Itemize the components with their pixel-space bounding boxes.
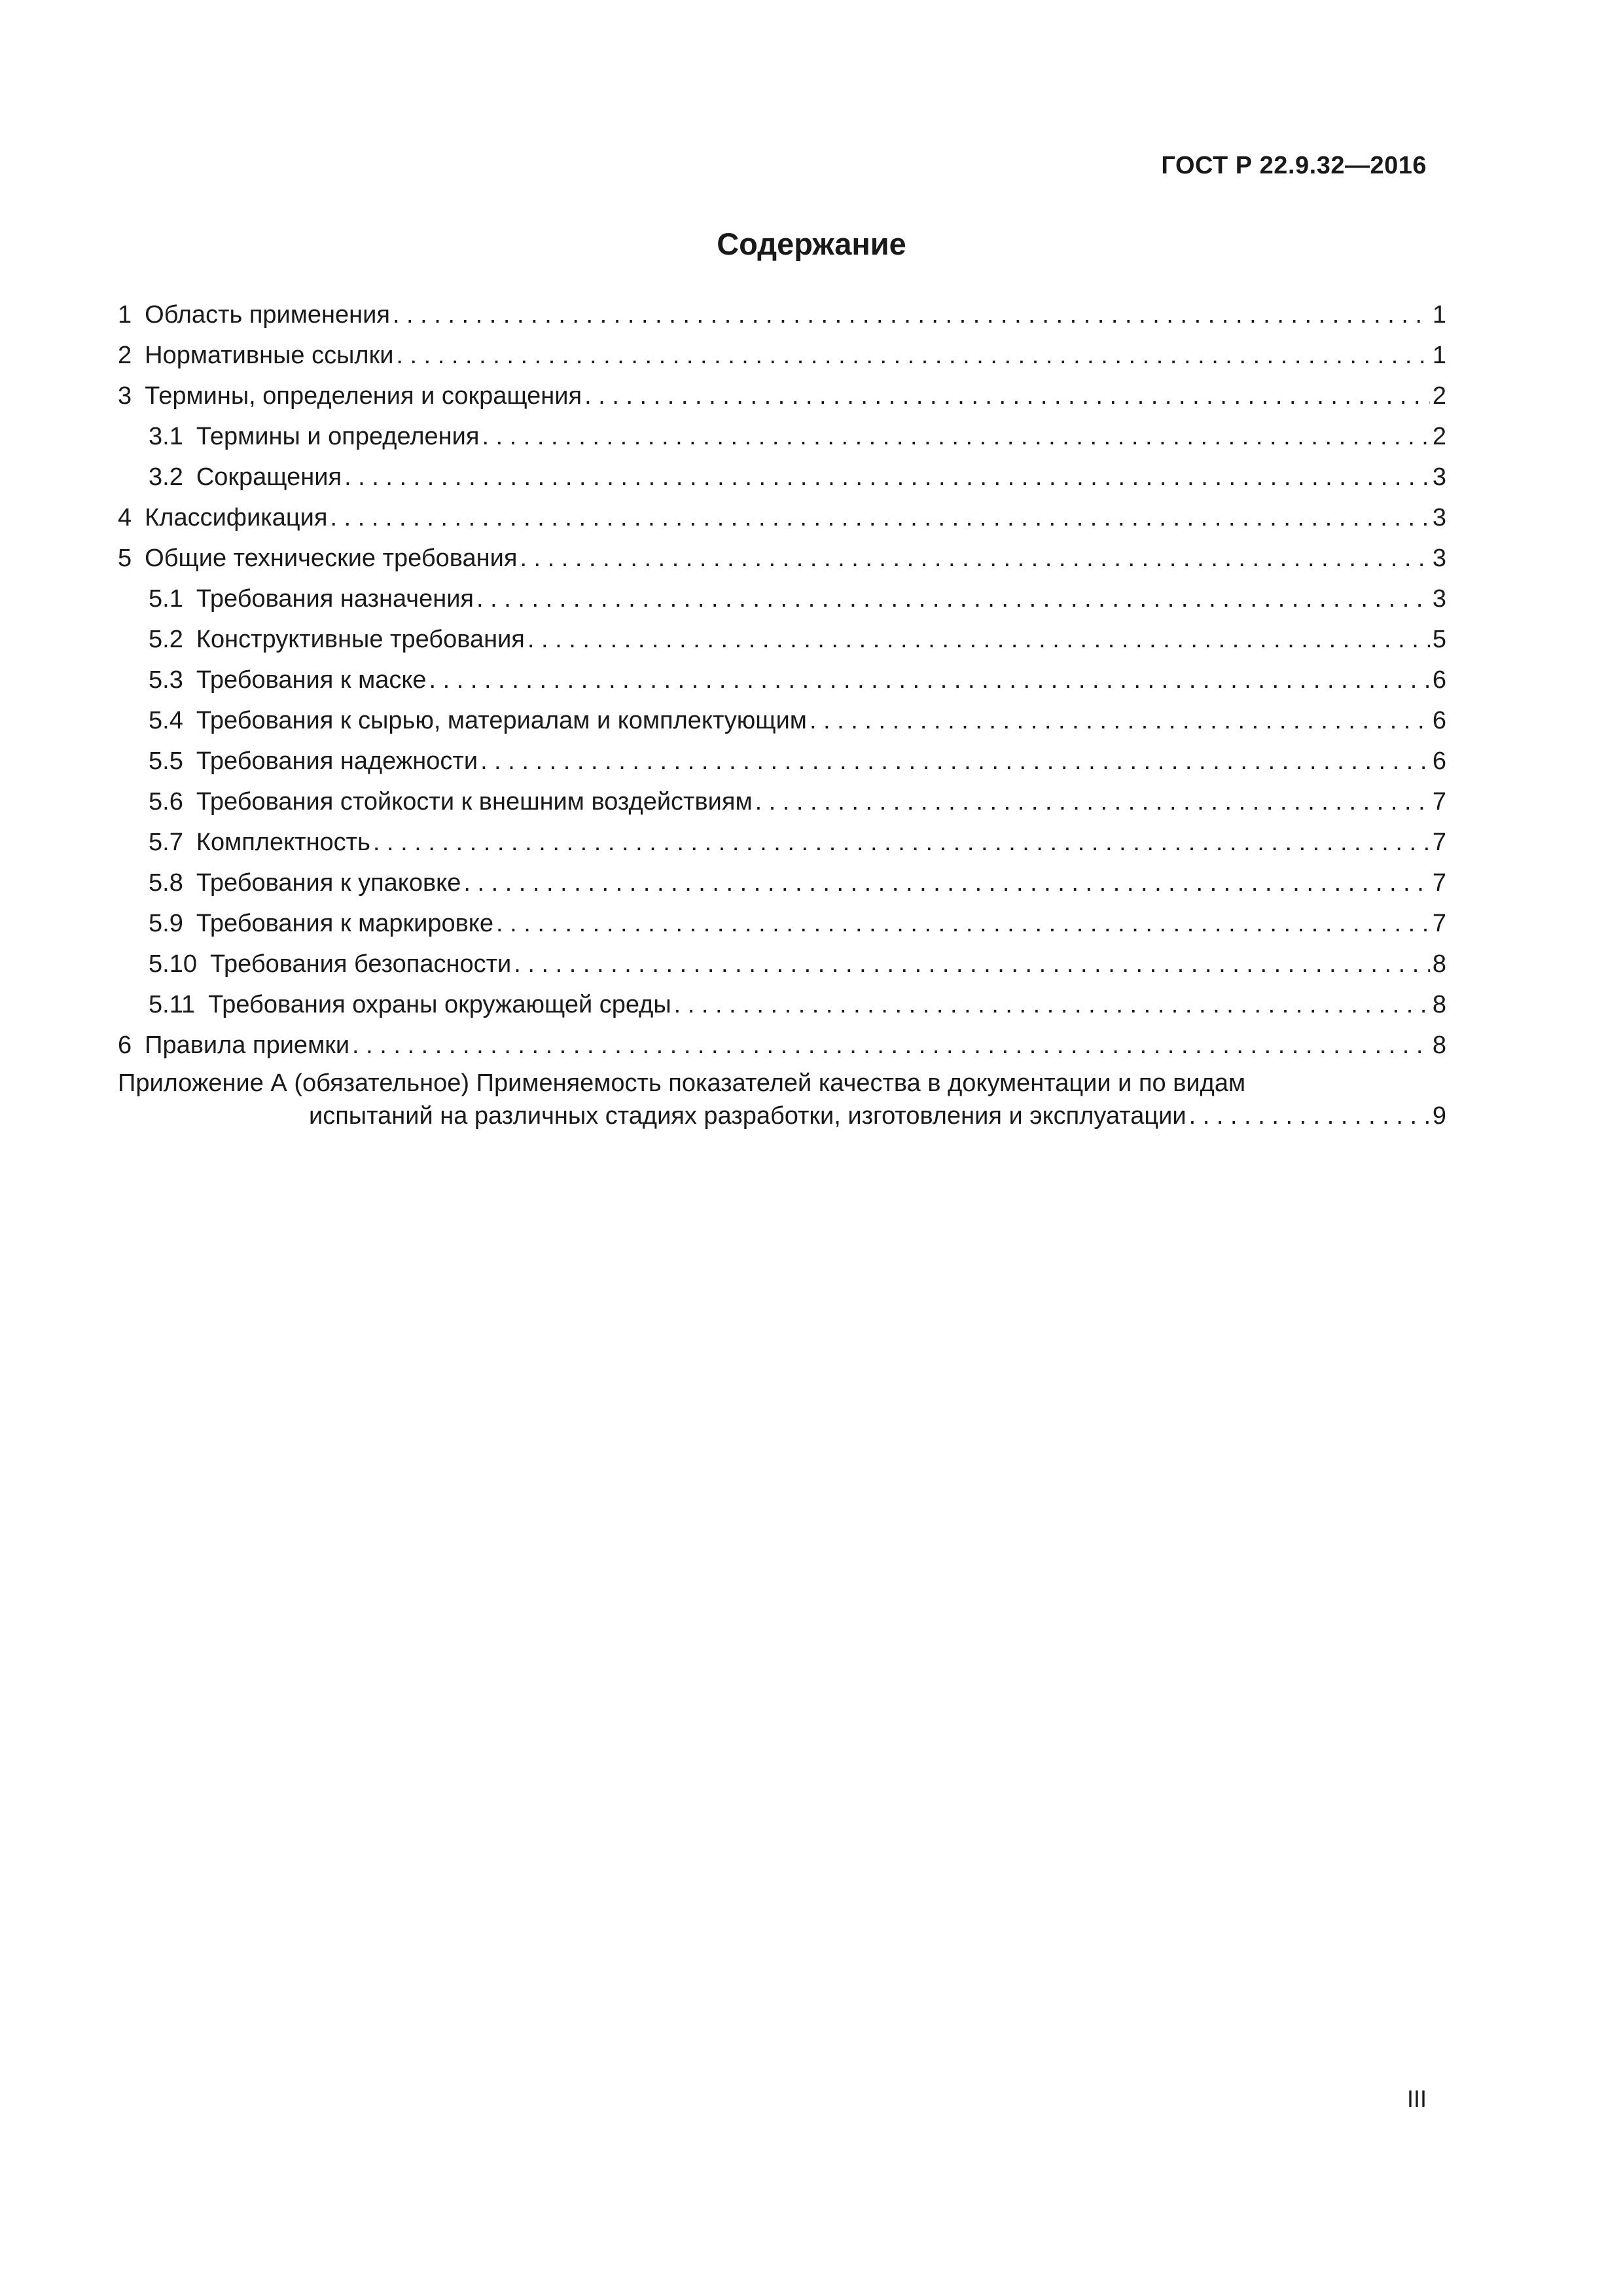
- dot-leader: [520, 538, 1429, 579]
- toc-entry-label: Нормативные ссылки: [145, 342, 394, 369]
- toc-entry-number: 5.8: [149, 869, 183, 897]
- toc-entry[interactable]: [118, 416, 1446, 457]
- dot-leader: [514, 944, 1430, 984]
- toc-entry-label: Термины, определения и сокращения: [145, 382, 582, 410]
- toc-entry[interactable]: [118, 944, 1446, 984]
- toc-entry-page-number: 5: [1432, 626, 1446, 653]
- toc-entry[interactable]: [118, 335, 1446, 376]
- toc-entry[interactable]: [118, 376, 1446, 416]
- dot-leader: [429, 660, 1430, 700]
- dot-leader: [344, 457, 1430, 497]
- toc-entry[interactable]: [118, 984, 1446, 1025]
- toc-entry-page-number: 7: [1432, 869, 1446, 897]
- toc-entry-page-number: 7: [1432, 910, 1446, 937]
- page-title: Содержание: [717, 226, 906, 261]
- toc-entry[interactable]: [118, 497, 1446, 538]
- toc-entry-label: Требования назначения: [196, 585, 474, 613]
- toc-entry-label: Общие технические требования: [145, 545, 518, 572]
- toc-entry-number: 2: [118, 342, 132, 369]
- toc-entry-label: Правила приемки: [145, 1031, 350, 1059]
- dot-leader: [396, 335, 1429, 376]
- toc-entry-label: Требования надежности: [196, 747, 478, 775]
- dot-leader: [482, 416, 1429, 457]
- table-of-contents: [118, 295, 1446, 1132]
- toc-entry-label: Требования к упаковке: [196, 869, 461, 897]
- toc-entry-label: Классификация: [145, 504, 328, 531]
- toc-entry-number: 5.3: [149, 666, 183, 694]
- dot-leader: [480, 741, 1430, 781]
- toc-entry[interactable]: [118, 1025, 1446, 1066]
- document-code: ГОСТ Р 22.9.32—2016: [1161, 152, 1427, 179]
- dot-leader: [393, 295, 1430, 335]
- toc-entry-label: Требования безопасности: [209, 950, 512, 978]
- dot-leader: [1189, 1100, 1430, 1132]
- toc-entry-label: Требования к сырью, материалам и комплектующим: [196, 707, 807, 734]
- toc-entry-page-number: 2: [1432, 382, 1446, 410]
- dot-leader: [584, 376, 1430, 416]
- toc-entry-number: 3: [118, 382, 132, 410]
- toc-entry-number: 5.5: [149, 747, 183, 775]
- toc-entry[interactable]: [118, 579, 1446, 619]
- toc-entry-page-number: 7: [1432, 829, 1446, 856]
- toc-entry-number: 5.2: [149, 626, 183, 653]
- dot-leader: [755, 781, 1430, 822]
- toc-entry-label: Конструктивные требования: [196, 626, 525, 653]
- toc-entry[interactable]: [118, 822, 1446, 863]
- toc-entry-label: Требования стойкости к внешним воздействиям: [196, 788, 753, 816]
- toc-entry-page-number: 8: [1432, 1031, 1446, 1059]
- toc-entry-label: Комплектность: [196, 829, 370, 856]
- dot-leader: [476, 579, 1430, 619]
- toc-entry-page-number: 1: [1432, 342, 1446, 369]
- toc-entry[interactable]: [118, 295, 1446, 335]
- toc-entry-label: Требования к маске: [196, 666, 427, 694]
- toc-entry-number: 1: [118, 301, 132, 329]
- toc-entry[interactable]: [118, 538, 1446, 579]
- dot-leader: [527, 619, 1430, 660]
- toc-entry-label: Термины и определения: [196, 423, 480, 450]
- toc-entry[interactable]: [118, 863, 1446, 903]
- toc-entry[interactable]: [118, 660, 1446, 700]
- toc-entry-label: Сокращения: [196, 463, 342, 491]
- toc-entry-number: 5.4: [149, 707, 183, 734]
- toc-entry-page-number: 3: [1432, 545, 1446, 572]
- toc-entry-number: 5.9: [149, 910, 183, 937]
- dot-leader: [463, 863, 1430, 903]
- toc-entry-number: 5.10: [149, 950, 197, 978]
- toc-entry-number: 5: [118, 545, 132, 572]
- toc-entry-page-number: 2: [1432, 423, 1446, 450]
- toc-entry-page-number: 3: [1432, 504, 1446, 531]
- toc-entry[interactable]: [118, 741, 1446, 781]
- toc-entry[interactable]: [118, 903, 1446, 944]
- toc-entry-number: 3.2: [149, 463, 183, 491]
- toc-entry-page-number: 3: [1432, 585, 1446, 613]
- toc-entry-label: Область применения: [145, 301, 390, 329]
- dot-leader: [674, 984, 1430, 1025]
- toc-entry-number: 5.7: [149, 829, 183, 856]
- appendix-title-line2: испытаний на различных стадиях разработки, изготовления и эксплуатации: [309, 1102, 1186, 1130]
- toc-entry-page-number: 7: [1432, 788, 1446, 816]
- toc-entry-number: 4: [118, 504, 132, 531]
- toc-entry-number: 5.11: [149, 991, 196, 1018]
- toc-entry[interactable]: [118, 619, 1446, 660]
- page-number: III: [1406, 2085, 1427, 2112]
- toc-entry-page-number: 8: [1432, 950, 1446, 978]
- toc-entry[interactable]: [118, 457, 1446, 497]
- dot-leader: [810, 700, 1430, 741]
- dot-leader: [330, 497, 1429, 538]
- toc-entry-page-number: 1: [1432, 301, 1446, 329]
- appendix-title-line1: Приложение А (обязательное) Применяемость показателей качества в документации и по видам: [118, 1069, 1246, 1097]
- toc-entry-page-number: 6: [1432, 666, 1446, 694]
- toc-entry[interactable]: [118, 700, 1446, 741]
- toc-entry-page-number: 3: [1432, 463, 1446, 491]
- dot-leader: [373, 822, 1430, 863]
- toc-entry-number: 5.6: [149, 788, 183, 816]
- dot-leader: [496, 903, 1430, 944]
- toc-entry-page-number: 6: [1432, 747, 1446, 775]
- toc-entry-page-number: 6: [1432, 707, 1446, 734]
- toc-entry-appendix-a[interactable]: [118, 1067, 1446, 1132]
- toc-entry-number: 3.1: [149, 423, 183, 450]
- appendix-page-number: 9: [1432, 1102, 1446, 1130]
- toc-entry[interactable]: [118, 781, 1446, 822]
- toc-entry-number: 5.1: [149, 585, 183, 613]
- dot-leader: [352, 1025, 1430, 1066]
- toc-entry-label: Требования к маркировке: [196, 910, 493, 937]
- toc-entry-page-number: 8: [1432, 991, 1446, 1018]
- toc-entry-number: 6: [118, 1031, 132, 1059]
- toc-entry-label: Требования охраны окружающей среды: [208, 991, 671, 1018]
